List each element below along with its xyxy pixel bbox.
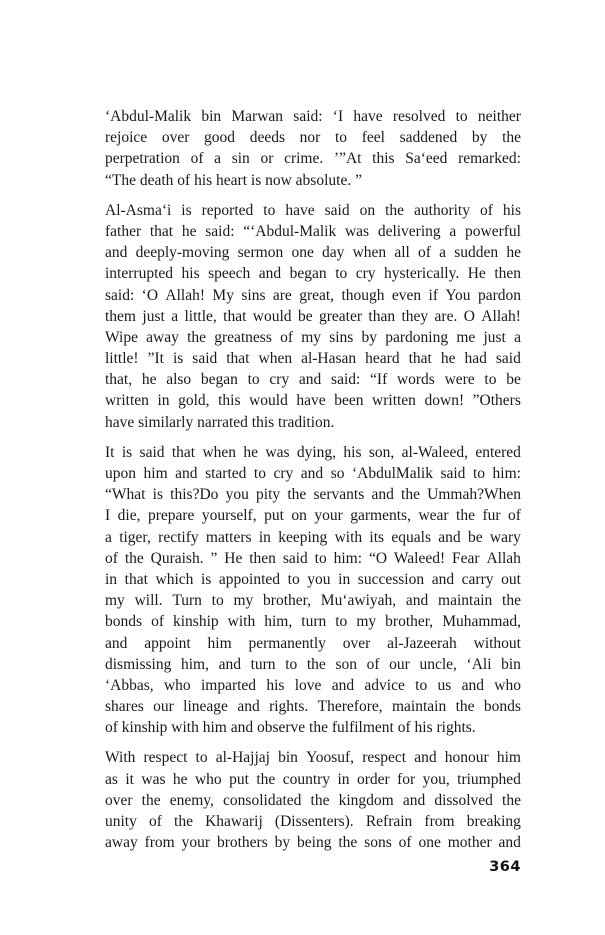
text-line: away from your brothers by being the sons of one mother and xyxy=(105,834,521,852)
text-line: my will. Turn to my brother, Mu‘awiyah, and maintain the xyxy=(105,592,521,610)
text-line: of kinship with him and observe the fulfilment of his rights. xyxy=(105,719,476,737)
text-line: father that he said: “‘Abdul-Malik was delivering a powerful xyxy=(105,222,521,240)
text-line: them just a little, that would be greater than they are. O Allah! xyxy=(105,307,521,325)
text-line: interrupted his speech and began to cry hysterically. He then xyxy=(105,265,521,283)
text-line: “What is this?Do you pity the servants and the Ummah?When xyxy=(105,486,521,504)
paragraph xyxy=(105,106,521,191)
text-line: over the enemy, consolidated the kingdom and dissolved the xyxy=(105,791,521,809)
text-line: that, he also began to cry and said: “If words were to be xyxy=(105,371,521,389)
paragraph xyxy=(105,747,521,853)
text-line: of the Quraish. ” He then said to him: “O Waleed! Fear Allah xyxy=(105,549,521,567)
text-line: “The death of his heart is now absolute. ” xyxy=(105,171,362,189)
text-line: shares our lineage and rights. Therefore, maintain the bonds xyxy=(105,698,521,716)
text-line: little! ”It is said that when al-Hasan heard that he had said xyxy=(105,350,521,368)
text-line: written in gold, this would have been written down! ”Others xyxy=(105,392,521,410)
text-line: rejoice over good deeds nor to feel saddened by the xyxy=(105,129,521,147)
text-line: upon him and started to cry and so ‘AbdulMalik said to him: xyxy=(105,465,521,482)
paragraph xyxy=(105,442,521,739)
text-line: Wipe away the greatness of my sins by pardoning me just a xyxy=(105,328,521,346)
text-line: perpetration of a sin or crime. ’”At this Sa‘eed remarked: xyxy=(105,150,521,168)
text-line: bonds of kinship with him, turn to my brother, Muhammad, xyxy=(105,613,521,631)
text-line: as it was he who put the country in order for you, triumphed xyxy=(105,770,521,788)
text-line: It is said that when he was dying, his son, al-Waleed, entered xyxy=(105,443,521,461)
text-line: said: ‘O Allah! My sins are great, though even if You pardon xyxy=(105,286,521,304)
text-line: Al-Asma‘i is reported to have said on the authority of his xyxy=(105,201,521,219)
text-line: ‘Abbas, who imparted his love and advice to us and who xyxy=(105,676,521,694)
text-line: in that which is appointed to you in succession and carry out xyxy=(105,570,521,588)
text-line: and appoint him permanently over al-Jazeerah without xyxy=(105,634,521,652)
text-line: and deeply-moving sermon one day when all of a sudden he xyxy=(105,244,521,262)
text-block xyxy=(105,106,521,862)
text-line: unity of the Khawarij (Dissenters). Refrain from breaking xyxy=(105,813,521,830)
text-line: have similarly narrated this tradition. xyxy=(105,413,335,431)
text-line: With respect to al-Hajjaj bin Yoosuf, respect and honour him xyxy=(105,749,521,767)
page-number: 364 xyxy=(489,859,521,875)
text-line: dismissing him, and turn to the son of our uncle, ‘Ali bin xyxy=(105,655,521,673)
paragraph xyxy=(105,200,521,433)
text-line: a tiger, rectify matters in keeping with its equals and be wary xyxy=(105,528,521,546)
text-line: ‘Abdul-Malik bin Marwan said: ‘I have resolved to neither xyxy=(105,108,521,125)
text-line: I die, prepare yourself, put on your garments, wear the fur of xyxy=(105,507,521,525)
